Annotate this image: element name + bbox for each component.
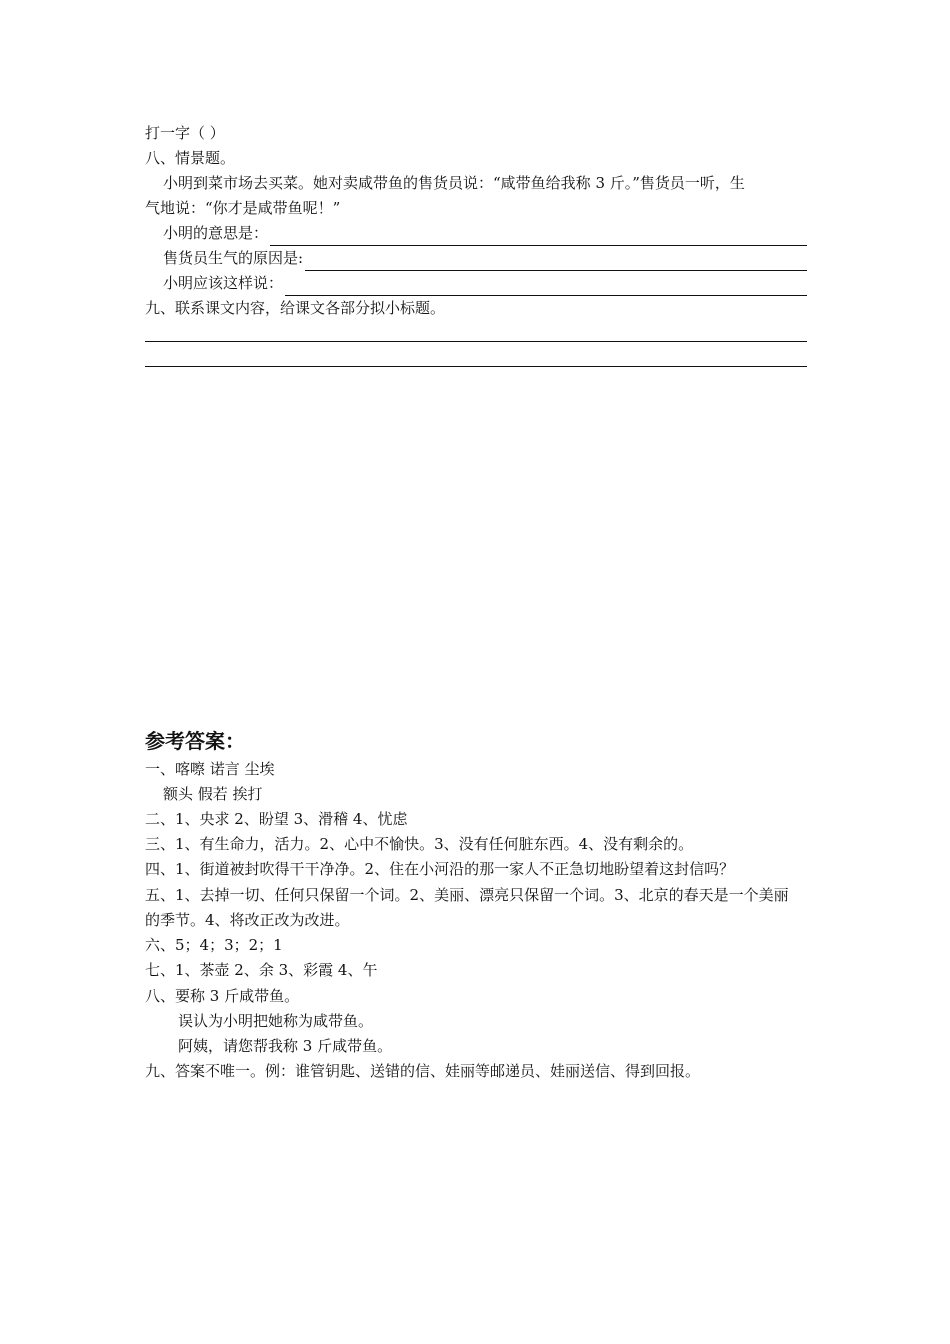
answer-1-line-2: 额头 假若 挨打 — [163, 785, 263, 803]
answer-6: 六、5；4；3；2；1 — [145, 936, 283, 954]
answer-8-line-2: 误认为小明把她称为咸带鱼。 — [178, 1012, 374, 1030]
q8-text-line-1: 小明到菜市场去买菜。她对卖咸带鱼的售货员说：“咸带鱼给我称 3 斤。”售货员一听，生 — [163, 174, 745, 192]
answer-1-line-1: 一、喀嚓 诺言 尘埃 — [145, 760, 275, 778]
answer-2: 二、1、央求 2、盼望 3、滑稽 4、忧虑 — [145, 810, 408, 828]
q8-answer-blank-2[interactable] — [305, 254, 807, 271]
answers-heading: 参考答案： — [145, 729, 245, 753]
q9-answer-line-1[interactable] — [145, 341, 807, 342]
q8-title: 八、情景题。 — [145, 149, 236, 167]
q8-text-line-2: 气地说：“你才是咸带鱼呢！” — [145, 199, 341, 217]
answer-5-line-1: 五、1、去掉一切、任何只保留一个词。2、美丽、漂亮只保留一个词。3、北京的春天是一个美丽 — [145, 886, 789, 904]
riddle-tail: 打一字（ ） — [145, 124, 225, 142]
answer-7: 七、1、茶壶 2、余 3、彩霞 4、午 — [145, 961, 378, 979]
q9-title: 九、联系课文内容，给课文各部分拟小标题。 — [145, 299, 446, 317]
q8-blank-row-3 — [145, 271, 807, 296]
q8-blank-label-2: 售货员生气的原因是: — [163, 249, 304, 267]
answer-3: 三、1、有生命力，活力。2、心中不愉快。3、没有任何脏东西。4、没有剩余的。 — [145, 835, 694, 853]
q8-blank-label-1: 小明的意思是： — [163, 224, 269, 242]
q8-blank-row-1 — [145, 221, 807, 246]
answer-8-line-1: 八、要称 3 斤咸带鱼。 — [145, 987, 300, 1005]
q8-answer-blank-3[interactable] — [285, 279, 807, 296]
answer-5-line-2: 的季节。4、将改正改为改进。 — [145, 911, 350, 929]
answer-4: 四、1、街道被封吹得干干净净。2、住在小河沿的那一家人不正急切地盼望着这封信吗？ — [145, 860, 735, 878]
q8-blank-row-2 — [145, 246, 807, 271]
q8-answer-blank-1[interactable] — [270, 229, 807, 246]
q9-answer-line-2[interactable] — [145, 366, 807, 367]
answer-9: 九、答案不唯一。例：谁管钥匙、送错的信、娃丽等邮递员、娃丽送信、得到回报。 — [145, 1062, 701, 1080]
answer-8-line-3: 阿姨，请您帮我称 3 斤咸带鱼。 — [178, 1037, 393, 1055]
q8-blank-label-3: 小明应该这样说： — [163, 274, 284, 292]
